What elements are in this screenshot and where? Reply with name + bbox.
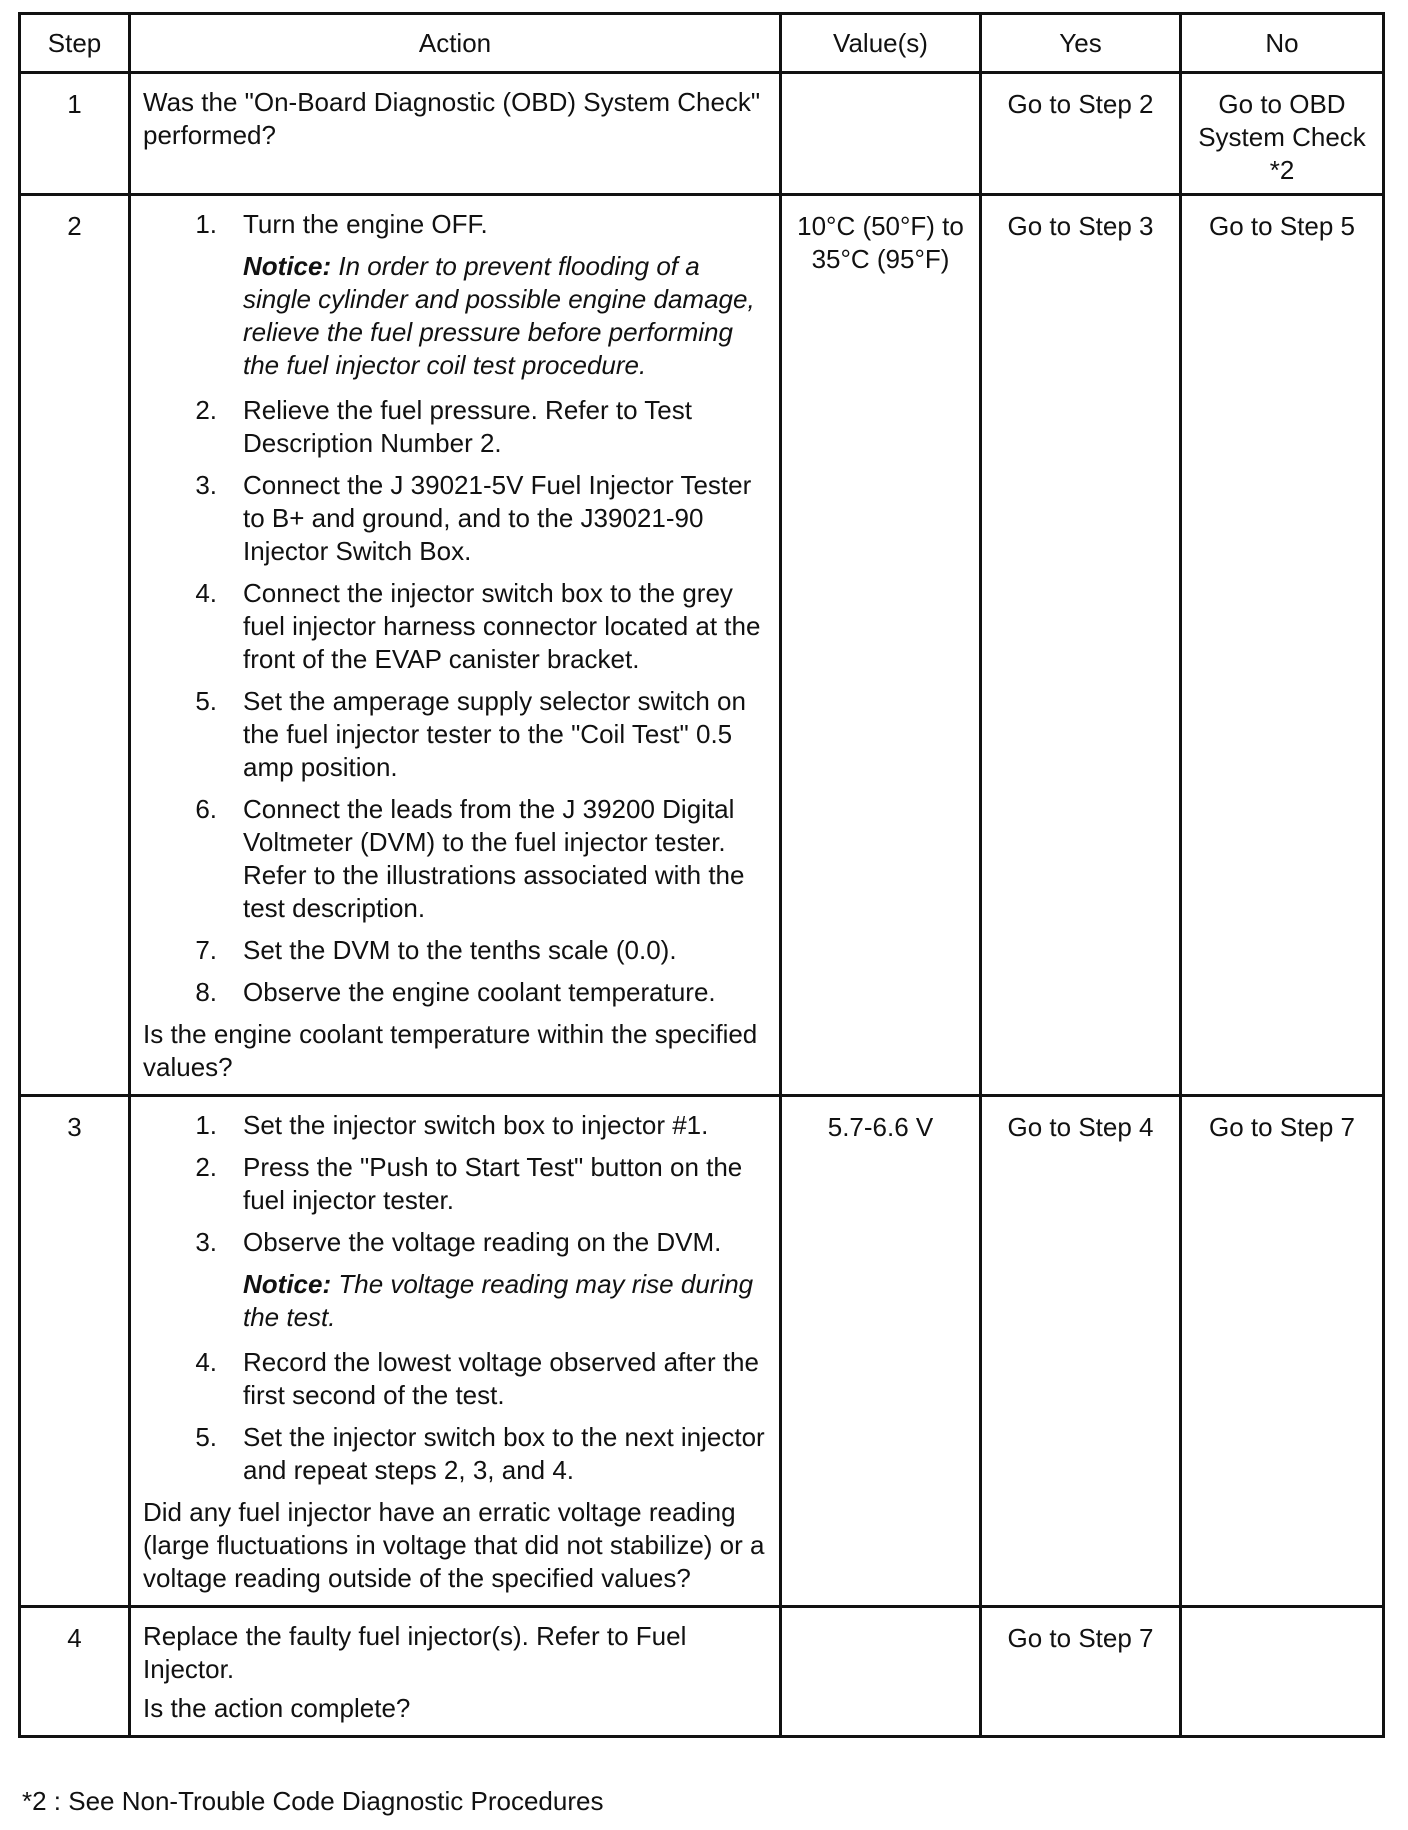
step-number: 4 [20,1607,130,1737]
yes-cell: Go to Step 2 [981,73,1181,195]
header-step: Step [20,14,130,73]
step-index: 6. [195,794,217,824]
step-number: 3 [20,1096,130,1607]
step-text: Connect the injector switch box to the grey fuel injector harness connector located at the front of the EVAP canister bracket. [243,578,761,674]
action-step [143,685,769,784]
step-index: 2. [195,1152,217,1182]
step-text: Observe the engine coolant temperature. [243,977,716,1007]
action-steps [143,208,769,1009]
action-step [143,208,769,241]
action-intro: Replace the faulty fuel injector(s). Refer to Fuel Injector. [143,1621,687,1684]
header-yes: Yes [981,14,1181,73]
action-step [143,934,769,967]
step-index: 5. [195,1422,217,1452]
action-step [143,577,769,676]
action-steps [143,1109,769,1487]
step-index: 3. [195,470,217,500]
header-no: No [1181,14,1384,73]
action-cell [130,73,781,195]
step-text: Record the lowest voltage observed after the first second of the test. [243,1347,759,1410]
step-index: 1. [195,209,217,239]
no-cell [1181,1607,1384,1737]
table-row [20,1607,1384,1737]
value-cell [781,73,981,195]
step-index: 2. [195,395,217,425]
step-number: 2 [20,195,130,1096]
yes-cell: Go to Step 7 [981,1607,1181,1737]
notice-label: Notice: [243,251,332,281]
table-row [20,1096,1384,1607]
step-text: Set the DVM to the tenths scale (0.0). [243,935,677,965]
action-step [143,1346,769,1412]
table-row [20,73,1384,195]
header-values: Value(s) [781,14,981,73]
table-row [20,195,1384,1096]
notice-block [143,250,769,382]
step-index: 5. [195,686,217,716]
action-step [143,394,769,460]
header-action: Action [130,14,781,73]
step-index: 1. [195,1110,217,1140]
step-index: 4. [195,578,217,608]
step-number: 1 [20,73,130,195]
step-text: Set the injector switch box to injector #1. [243,1110,709,1140]
notice-label: Notice: [243,1269,332,1299]
action-step [143,1151,769,1217]
action-cell [130,195,781,1096]
action-step [143,976,769,1009]
action-cell [130,1607,781,1737]
step-text: Observe the voltage reading on the DVM. [243,1227,722,1257]
step-text: Press the "Push to Start Test" button on the fuel injector tester. [243,1152,743,1215]
step-text: Connect the J 39021-5V Fuel Injector Tester to B+ and ground, and to the J39021-90 Injector Switch Box. [243,470,752,566]
step-text: Connect the leads from the J 39200 Digital Voltmeter (DVM) to the fuel injector tester. Refer to the illustrations associated with the test description. [243,794,745,923]
value-cell: 5.7-6.6 V [781,1096,981,1607]
notice-text: The voltage reading may rise during the test. [243,1269,754,1332]
action-question: Is the action complete? [143,1693,411,1723]
notice-block [143,1268,769,1334]
action-step [143,1226,769,1259]
diagnostic-table [18,12,1385,1738]
action-question: Did any fuel injector have an erratic voltage reading (large fluctuations in voltage that did not stabilize) or a voltage reading outside of the specified values? [143,1497,765,1593]
step-text: Set the injector switch box to the next injector and repeat steps 2, 3, and 4. [243,1422,765,1485]
value-cell: 10°C (50°F) to 35°C (95°F) [781,195,981,1096]
action-intro: Was the "On-Board Diagnostic (OBD) System Check" performed? [143,87,761,150]
step-index: 4. [195,1347,217,1377]
action-step [143,1421,769,1487]
action-step [143,793,769,925]
step-index: 3. [195,1227,217,1257]
no-cell: Go to OBD System Check *2 [1181,73,1384,195]
action-question: Is the engine coolant temperature within the specified values? [143,1019,758,1082]
no-cell: Go to Step 7 [1181,1096,1384,1607]
action-step [143,469,769,568]
table-body [20,73,1384,1737]
step-text: Turn the engine OFF. [243,209,488,239]
step-text: Relieve the fuel pressure. Refer to Test Description Number 2. [243,395,692,458]
action-step [143,1109,769,1142]
step-index: 8. [195,977,217,1007]
value-cell [781,1607,981,1737]
footnote: *2 : See Non-Trouble Code Diagnostic Procedures [22,1786,604,1816]
step-index: 7. [195,935,217,965]
step-text: Set the amperage supply selector switch on the fuel injector tester to the "Coil Test" 0.5 amp position. [243,686,746,782]
header-row [20,14,1384,73]
action-cell [130,1096,781,1607]
yes-cell: Go to Step 3 [981,195,1181,1096]
yes-cell: Go to Step 4 [981,1096,1181,1607]
no-cell: Go to Step 5 [1181,195,1384,1096]
notice-text: In order to prevent flooding of a single cylinder and possible engine damage, relieve the fuel pressure before performing the fuel injector coil test procedure. [243,251,755,380]
